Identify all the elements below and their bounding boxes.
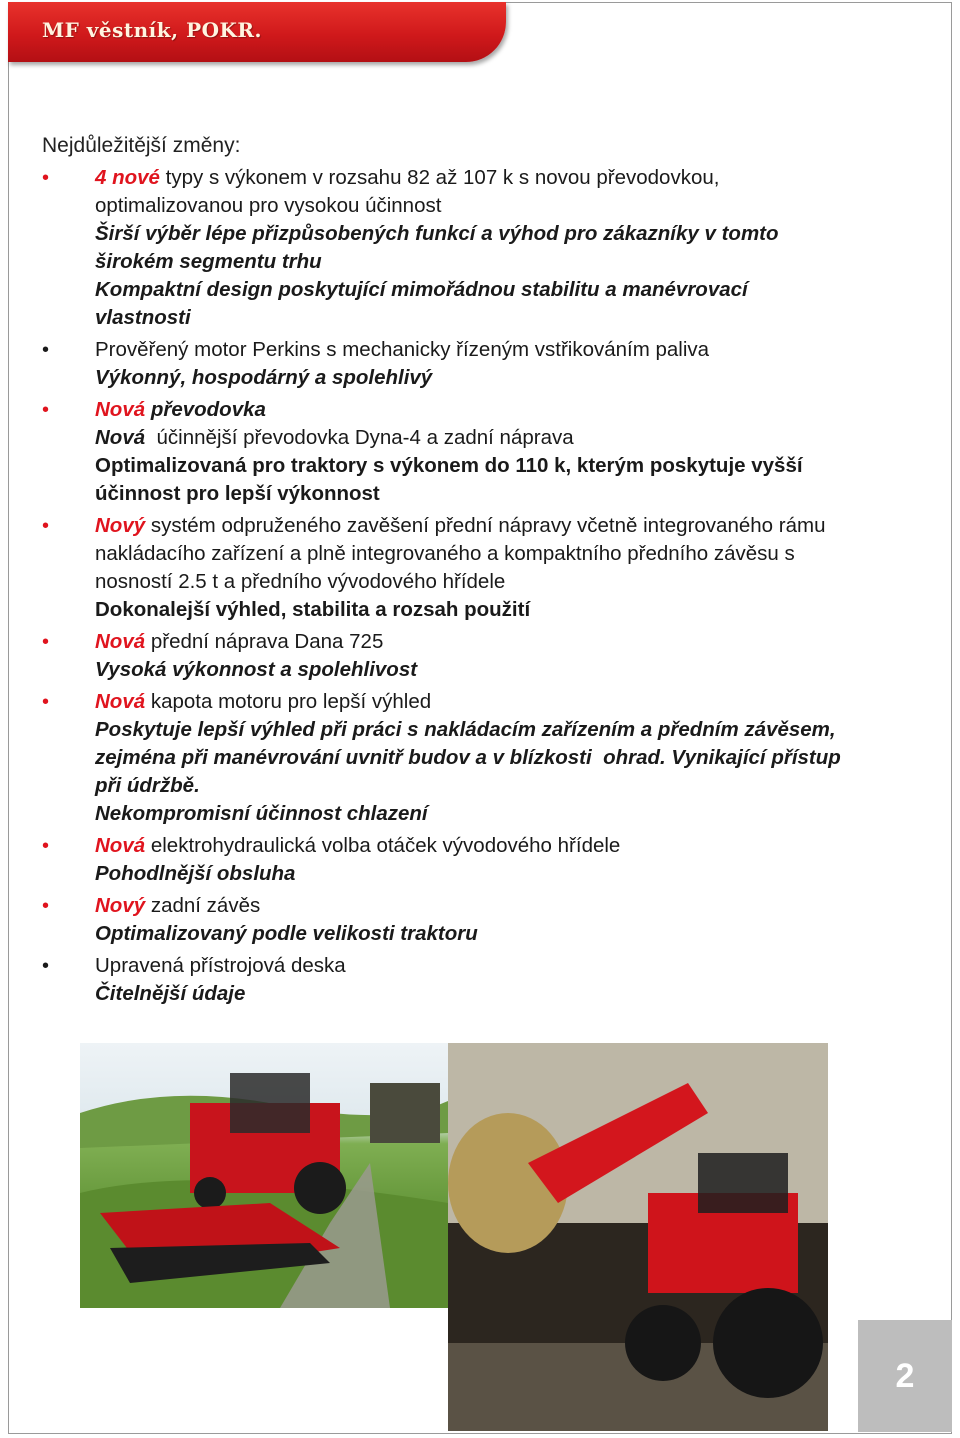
feature-line — [95, 192, 942, 220]
bullet-icon: • — [42, 691, 50, 713]
feature-item — [42, 892, 942, 948]
feature-text: Prověřený motor Perkins s mechanicky řízeným vstřikováním paliva — [95, 338, 710, 361]
feature-text: Čitelnější údaje — [95, 982, 246, 1005]
feature-line — [95, 568, 942, 596]
feature-line — [95, 364, 942, 392]
feature-text: Nový — [95, 894, 146, 917]
bullet-icon: • — [42, 835, 50, 857]
feature-text: Nový — [95, 514, 146, 537]
feature-line — [95, 396, 942, 424]
feature-text: Širší výběr lépe přizpůsobených funkcí a výhod pro zákazníky v tomto — [95, 222, 779, 245]
feature-text: Nová — [95, 426, 146, 449]
feature-item — [42, 512, 942, 624]
feature-text: zejména při manévrování uvnitř budov a v blízkosti ohrad. Vynikající přístup — [95, 746, 841, 769]
feature-line — [95, 248, 942, 276]
feature-text: Dokonalejší výhled, stabilita a rozsah použití — [95, 598, 531, 621]
feature-text: Nová — [95, 834, 146, 857]
feature-item — [42, 396, 942, 508]
feature-line — [95, 220, 942, 248]
feature-list — [42, 164, 942, 1012]
feature-item — [42, 164, 942, 332]
feature-line — [95, 980, 942, 1008]
feature-text: Optimalizovaná pro traktory s výkonem do 110 k, kterým poskytuje vyšší — [95, 454, 803, 477]
tractor-mower-photo — [80, 1043, 448, 1308]
feature-text: nosností 2.5 t a předního vývodového hřídele — [95, 570, 506, 593]
feature-text: Pohodlnější obsluha — [95, 862, 296, 885]
feature-line — [95, 716, 942, 744]
feature-line — [95, 540, 942, 568]
feature-text: širokém segmentu trhu — [95, 250, 322, 273]
feature-line — [95, 860, 942, 888]
feature-line — [95, 952, 942, 980]
feature-item — [42, 628, 942, 684]
feature-text: zadní závěs — [145, 894, 261, 917]
feature-text: Poskytuje lepší výhled při práci s nakládacím zařízením a předním závěsem, — [95, 718, 836, 741]
feature-line — [95, 920, 942, 948]
feature-text: Nekompromisní účinnost chlazení — [95, 802, 428, 825]
feature-line — [95, 772, 942, 800]
bullet-icon: • — [42, 955, 50, 977]
feature-line — [95, 832, 942, 860]
feature-item — [42, 336, 942, 392]
feature-text: Nová — [95, 690, 146, 713]
feature-text: přední náprava Dana 725 — [145, 630, 384, 653]
feature-line — [95, 512, 942, 540]
feature-line — [95, 336, 942, 364]
feature-text: systém odpruženého zavěšení přední nápravy včetně integrovaného rámu — [145, 514, 826, 537]
bullet-icon: • — [42, 631, 50, 653]
feature-text: účinnost pro lepší výkonnost — [95, 482, 380, 505]
feature-text: 4 nové — [95, 166, 160, 189]
feature-text: Nová — [95, 398, 146, 421]
feature-text: elektrohydraulická volba otáček vývodového hřídele — [145, 834, 621, 857]
feature-line — [95, 628, 942, 656]
tractor-loader-photo — [448, 1043, 828, 1431]
intro-heading: Nejdůležitější změny: — [42, 134, 241, 157]
feature-text: Výkonný, hospodárný a spolehlivý — [95, 366, 433, 389]
feature-line — [95, 800, 942, 828]
bullet-icon: • — [42, 399, 50, 421]
feature-item — [42, 832, 942, 888]
feature-line — [95, 480, 942, 508]
feature-text: nakládacího zařízení a plně integrovaného a kompaktního předního závěsu s — [95, 542, 795, 565]
feature-line — [95, 892, 942, 920]
feature-text: účinnější převodovka Dyna-4 a zadní náprava — [145, 426, 574, 449]
feature-line — [95, 688, 942, 716]
feature-line — [95, 424, 942, 452]
page-number: 2 — [858, 1320, 952, 1432]
feature-text: kapota motoru pro lepší výhled — [145, 690, 432, 713]
feature-text: optimalizovanou pro vysokou účinnost — [95, 194, 442, 217]
feature-line — [95, 452, 942, 480]
bullet-icon: • — [42, 895, 50, 917]
feature-text: typy s výkonem v rozsahu 82 až 107 k s novou převodovkou, — [159, 166, 720, 189]
feature-line — [95, 276, 942, 304]
header-banner — [8, 2, 506, 62]
feature-text: vlastnosti — [95, 306, 191, 329]
feature-text: převodovka — [145, 398, 266, 421]
feature-item — [42, 952, 942, 1008]
feature-text: Upravená přístrojová deska — [95, 954, 346, 977]
feature-line — [95, 596, 942, 624]
feature-text: Kompaktní design poskytující mimořádnou stabilitu a manévrovací — [95, 278, 748, 301]
feature-text: Vysoká výkonnost a spolehlivost — [95, 658, 418, 681]
feature-line — [95, 744, 942, 772]
feature-line — [95, 164, 942, 192]
feature-text: Nová — [95, 630, 146, 653]
bullet-icon: • — [42, 167, 50, 189]
feature-item — [42, 688, 942, 828]
feature-text: při údržbě. — [95, 774, 200, 797]
feature-text: Optimalizovaný podle velikosti traktoru — [95, 922, 478, 945]
bullet-icon: • — [42, 339, 50, 361]
bullet-icon: • — [42, 515, 50, 537]
feature-line — [95, 656, 942, 684]
header-title: MF věstník, POKR. — [42, 18, 262, 42]
feature-line — [95, 304, 942, 332]
